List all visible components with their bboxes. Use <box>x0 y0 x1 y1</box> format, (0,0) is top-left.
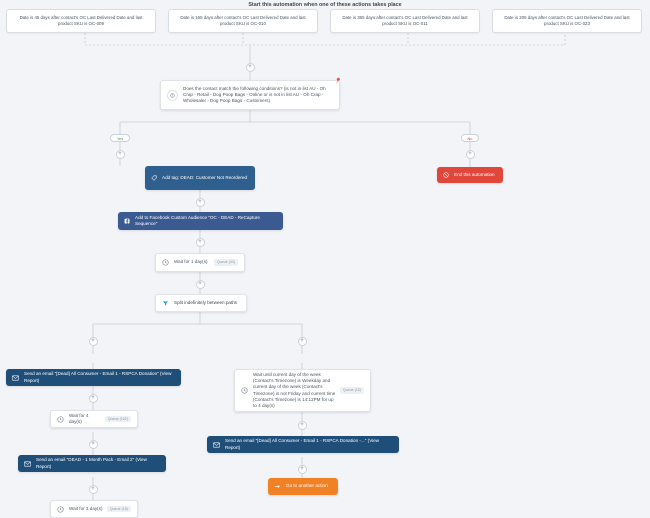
trigger-card-3-text: Date is 365 days after contact's OC Last Delivered Date and last product SKU is OC-011 <box>342 15 468 26</box>
add-step-button-4[interactable]: + <box>196 280 205 289</box>
action-send-email-3[interactable] <box>207 436 399 453</box>
queue-badge-wait-1-day[interactable]: Queue (43) <box>214 259 238 266</box>
add-step-button-2[interactable]: + <box>196 198 205 207</box>
pin-icon: 📍 <box>332 77 342 87</box>
action-goto-another-text: Go to another action <box>286 483 328 489</box>
add-step-button-right-1[interactable]: + <box>298 337 307 346</box>
action-wait-1-day-text: Wait for 1 day(s) <box>174 259 208 265</box>
condition-node[interactable] <box>160 77 342 110</box>
trigger-card-4[interactable] <box>492 9 642 33</box>
stop-icon <box>443 172 449 178</box>
trigger-card-3[interactable] <box>330 9 480 33</box>
action-send-email-3-text: Send an email "[Dead] All Consumer - Email 1 - RSPCA Donation -..." (View Report) <box>225 438 380 450</box>
trigger-heading: Start this automation when one of these actions takes place <box>248 2 402 8</box>
add-step-button-3[interactable]: + <box>196 238 205 247</box>
action-wait-3-days-text: Wait for 3 day(s) <box>69 505 103 511</box>
action-wait-4-days-text: Wait for 4 day(s) <box>69 412 89 424</box>
add-step-button-no[interactable]: + <box>466 150 475 159</box>
action-end-automation-text: End this automation <box>454 171 495 177</box>
action-split-paths[interactable] <box>155 294 247 312</box>
facebook-icon <box>124 218 130 224</box>
add-step-button-left-1[interactable]: + <box>89 337 98 346</box>
action-wait-3-days[interactable] <box>50 500 138 518</box>
trigger-card-2[interactable] <box>168 9 318 33</box>
condition-icon <box>167 90 178 101</box>
action-send-email-1[interactable] <box>6 369 181 386</box>
queue-badge-wait-3-days[interactable]: Queue (15) <box>107 506 131 513</box>
add-step-button-yes[interactable]: + <box>116 150 125 159</box>
email-icon <box>12 375 19 381</box>
add-step-button-left-3[interactable]: + <box>89 440 98 449</box>
action-send-email-1-text: Send an email "[Dead] All Consumer - Email 1 - RSPCA Donation" (View Report) <box>24 371 172 383</box>
trigger-card-4-text: Date is 205 days after contact's OC Last Delivered Date and last product SKU is OC-023 <box>504 15 630 26</box>
action-send-email-2[interactable] <box>18 455 166 472</box>
add-step-button-top[interactable]: + <box>246 63 255 72</box>
action-send-email-2-text: Send an email "DEAD - 1 Month Pack - Email 2" (View Report) <box>36 457 147 469</box>
email-icon <box>24 461 31 467</box>
add-step-button-right-2[interactable]: + <box>298 421 307 430</box>
branch-label-no: No <box>461 134 479 142</box>
action-split-paths-text: Split indefinitely between paths <box>174 299 238 305</box>
action-goto-another[interactable] <box>268 478 338 495</box>
split-icon <box>162 300 169 307</box>
clock-icon <box>241 387 248 394</box>
clock-icon <box>162 259 169 266</box>
add-step-button-right-3[interactable]: + <box>298 465 307 474</box>
action-wait-until-condition-text: Wait until current day of the week (Contact's Timezone) is Weekday and current day of the week (Contact's Timezone) is not Friday and current time (Contact's Timezone) is 14:12PM for up to 4 day(s) <box>253 371 336 408</box>
trigger-card-1-text: Date is 45 days after contact's OC Last Delivered Date and last product SKU is OC-009 <box>19 15 143 26</box>
clock-icon <box>57 416 64 423</box>
action-add-tag-text: Add tag: DEAD: Customer Not Reordered <box>162 174 248 180</box>
queue-badge-wait-4-days[interactable]: Queue (102) <box>105 416 131 423</box>
action-wait-until-condition[interactable] <box>234 369 371 412</box>
add-step-button-left-2[interactable]: + <box>89 394 98 403</box>
action-facebook-audience[interactable] <box>118 212 283 230</box>
add-step-button-left-4[interactable]: + <box>89 485 98 494</box>
action-end-automation[interactable] <box>437 167 503 183</box>
trigger-card-2-text: Date is 165 days after contact's OC Last Delivered Date and last product SKU is OC-010 <box>180 15 306 26</box>
action-wait-4-days[interactable] <box>50 410 138 428</box>
email-icon <box>213 442 220 448</box>
condition-text: Does the contact match the following conditions? (is not in list AU - Oh Crap - Retail - Dog Poop Bags - Online or is not in list AU - Oh Crap - Wholesaler - Dog Poop Bags - Customers) <box>183 85 326 104</box>
branch-label-yes: Yes <box>110 134 130 142</box>
goto-icon <box>274 483 281 490</box>
action-add-tag[interactable] <box>145 166 255 190</box>
action-wait-1-day[interactable] <box>155 253 245 272</box>
trigger-card-1[interactable] <box>6 9 156 33</box>
tag-icon <box>151 175 157 181</box>
action-facebook-audience-text: Add to Facebook Custom Audience "OC - DEAD - ReCapture Sequence" <box>135 214 260 226</box>
queue-badge-wait-until[interactable]: Queue (15) <box>340 387 364 394</box>
